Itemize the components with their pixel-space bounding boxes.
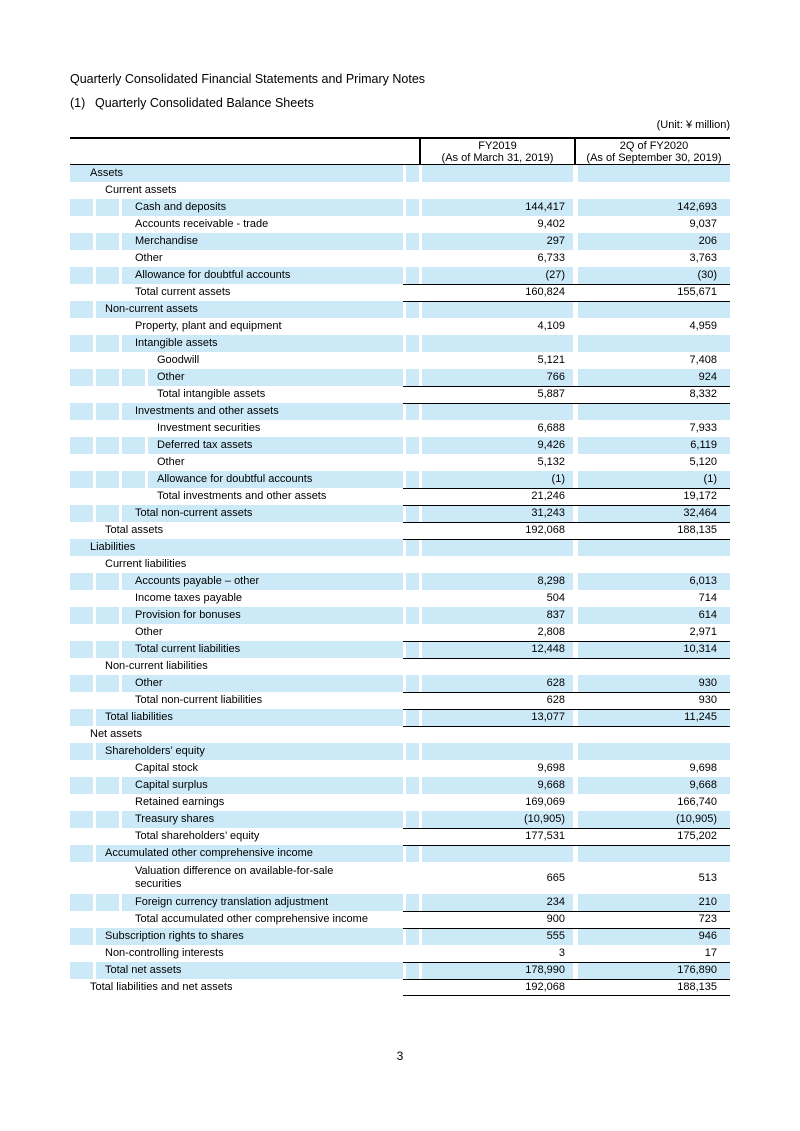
table-row xyxy=(70,709,730,726)
row-value-fy2019: (27) xyxy=(545,269,565,281)
table-row xyxy=(70,233,730,250)
table-row xyxy=(70,945,730,962)
column-header-fy2019 xyxy=(422,140,573,164)
row-label: Total liabilities and net assets xyxy=(90,981,233,993)
row-value-2q-fy2020: 10,314 xyxy=(683,643,717,655)
row-value-2q-fy2020: 7,933 xyxy=(689,422,717,434)
cell-gap xyxy=(419,403,422,420)
row-label: Intangible assets xyxy=(135,337,218,349)
row-label: Total shareholders’ equity xyxy=(135,830,260,842)
row-value-2q-fy2020: 9,668 xyxy=(689,779,717,791)
row-value-2q-fy2020: 6,119 xyxy=(690,439,717,451)
row-value-fy2019: 5,121 xyxy=(537,354,565,366)
section-heading xyxy=(70,96,314,110)
cell-gap xyxy=(119,811,122,828)
total-rule-line xyxy=(403,539,730,541)
row-value-2q-fy2020: 4,959 xyxy=(689,320,717,332)
row-label: Capital stock xyxy=(135,762,198,774)
row-value-fy2019: 9,426 xyxy=(537,439,565,451)
row-value-fy2019: 31,243 xyxy=(531,507,565,519)
table-row xyxy=(70,726,730,743)
cell-gap xyxy=(573,335,578,352)
cell-gap xyxy=(93,437,96,454)
cell-gap xyxy=(403,962,406,979)
cell-gap xyxy=(119,471,122,488)
document-title: Quarterly Consolidated Financial Statements and Primary Notes xyxy=(70,72,426,86)
cell-gap xyxy=(403,894,406,911)
row-value-fy2019: 297 xyxy=(546,235,565,247)
table-row xyxy=(70,488,730,505)
row-value-fy2019: 837 xyxy=(546,609,565,621)
cell-gap xyxy=(93,301,96,318)
cell-gap xyxy=(93,471,96,488)
table-row xyxy=(70,437,730,454)
cell-gap xyxy=(119,369,122,386)
table-row xyxy=(70,454,730,471)
row-label: Other xyxy=(135,677,163,689)
row-value-fy2019: 555 xyxy=(546,930,565,942)
cell-gap xyxy=(403,267,406,284)
cell-gap xyxy=(93,267,96,284)
row-value-2q-fy2020: 142,693 xyxy=(677,201,717,213)
cell-gap xyxy=(145,437,148,454)
row-label: Liabilities xyxy=(90,541,136,553)
total-rule-line xyxy=(403,845,730,847)
row-value-fy2019: 6,733 xyxy=(537,252,565,264)
row-value-2q-fy2020: 176,890 xyxy=(677,964,717,976)
table-row xyxy=(70,539,730,556)
cell-gap xyxy=(93,777,96,794)
header-divider-line xyxy=(419,139,421,164)
row-value-fy2019: 9,668 xyxy=(537,779,565,791)
row-value-2q-fy2020: 930 xyxy=(698,694,717,706)
cell-gap xyxy=(119,267,122,284)
table-row xyxy=(70,962,730,979)
row-label: Treasury shares xyxy=(135,813,215,825)
row-value-fy2019: 8,298 xyxy=(537,575,565,587)
table-row xyxy=(70,692,730,709)
row-label: Deferred tax assets xyxy=(157,439,253,451)
row-label: Income taxes payable xyxy=(135,592,243,604)
row-label: Cash and deposits xyxy=(135,201,227,213)
row-value-fy2019: 192,068 xyxy=(525,524,565,536)
cell-gap xyxy=(93,743,96,760)
cell-gap xyxy=(403,777,406,794)
cell-gap xyxy=(419,845,422,862)
cell-gap xyxy=(93,709,96,726)
row-value-2q-fy2020: 930 xyxy=(698,677,717,689)
cell-gap xyxy=(403,573,406,590)
row-value-2q-fy2020: 924 xyxy=(698,371,717,383)
table-row xyxy=(70,505,730,522)
cell-gap xyxy=(93,928,96,945)
cell-gap xyxy=(93,962,96,979)
row-label: Property, plant and equipment xyxy=(135,320,282,332)
row-label: Allowance for doubtful accounts xyxy=(157,473,313,485)
cell-gap xyxy=(573,301,578,318)
table-row xyxy=(70,862,730,894)
cell-gap xyxy=(403,743,406,760)
cell-gap xyxy=(119,607,122,624)
row-label: Accounts payable – other xyxy=(135,575,260,587)
row-value-2q-fy2020: 6,013 xyxy=(689,575,717,587)
cell-gap xyxy=(403,233,406,250)
row-value-2q-fy2020: 206 xyxy=(698,235,717,247)
cell-gap xyxy=(93,894,96,911)
table-row xyxy=(70,284,730,301)
row-label: Other xyxy=(135,626,163,638)
row-label: Accounts receivable - trade xyxy=(135,218,269,230)
row-label: Current liabilities xyxy=(105,558,187,570)
row-value-fy2019: 9,698 xyxy=(537,762,565,774)
cell-gap xyxy=(403,403,406,420)
table-row xyxy=(70,658,730,675)
cell-gap xyxy=(93,233,96,250)
row-value-2q-fy2020: 723 xyxy=(698,913,717,925)
row-label: Current assets xyxy=(105,184,177,196)
row-label: Total non-current assets xyxy=(135,507,253,519)
table-row xyxy=(70,386,730,403)
row-label: Non-current assets xyxy=(105,303,198,315)
cell-gap xyxy=(573,539,578,556)
row-value-2q-fy2020: 946 xyxy=(698,930,717,942)
row-value-2q-fy2020: (1) xyxy=(703,473,717,485)
row-label: Non-controlling interests xyxy=(105,947,224,959)
row-value-fy2019: 504 xyxy=(546,592,565,604)
table-row xyxy=(70,267,730,284)
row-value-2q-fy2020: 175,202 xyxy=(677,830,717,842)
table-row xyxy=(70,675,730,692)
table-row xyxy=(70,590,730,607)
cell-gap xyxy=(93,335,96,352)
row-value-2q-fy2020: (10,905) xyxy=(676,813,717,825)
table-row xyxy=(70,522,730,539)
cell-gap xyxy=(93,641,96,658)
row-label: Total investments and other assets xyxy=(157,490,327,502)
table-row xyxy=(70,301,730,318)
row-value-fy2019: (1) xyxy=(551,473,565,485)
row-value-2q-fy2020: 513 xyxy=(698,872,717,884)
row-value-2q-fy2020: 714 xyxy=(698,592,717,604)
row-label: Total net assets xyxy=(105,964,182,976)
cell-gap xyxy=(93,505,96,522)
row-value-2q-fy2020: 17 xyxy=(704,947,717,959)
cell-gap xyxy=(403,675,406,692)
cell-gap xyxy=(145,369,148,386)
row-value-fy2019: 9,402 xyxy=(537,218,565,230)
total-rule-line xyxy=(403,403,730,405)
table-row xyxy=(70,777,730,794)
cell-gap xyxy=(403,369,406,386)
column-header-fy2019-period: FY2019 xyxy=(478,140,517,152)
table-row xyxy=(70,250,730,267)
row-value-fy2019: 21,246 xyxy=(531,490,565,502)
row-value-2q-fy2020: 5,120 xyxy=(689,456,717,468)
row-value-fy2019: 4,109 xyxy=(537,320,565,332)
table-row xyxy=(70,760,730,777)
row-value-fy2019: 144,417 xyxy=(525,201,565,213)
cell-gap xyxy=(403,607,406,624)
table-row xyxy=(70,979,730,996)
cell-gap xyxy=(93,811,96,828)
table-row xyxy=(70,624,730,641)
table-row xyxy=(70,352,730,369)
cell-gap xyxy=(93,403,96,420)
cell-gap xyxy=(573,403,578,420)
row-value-fy2019: 628 xyxy=(546,677,565,689)
table-row xyxy=(70,420,730,437)
row-value-2q-fy2020: 9,698 xyxy=(689,762,717,774)
total-rule-line xyxy=(403,726,730,728)
table-row xyxy=(70,182,730,199)
cell-gap xyxy=(419,539,422,556)
row-value-2q-fy2020: 32,464 xyxy=(683,507,717,519)
row-label: Goodwill xyxy=(157,354,200,366)
row-value-fy2019: 234 xyxy=(546,896,565,908)
row-value-fy2019: 766 xyxy=(546,371,565,383)
cell-gap xyxy=(403,928,406,945)
table-row xyxy=(70,794,730,811)
row-value-2q-fy2020: 188,135 xyxy=(677,524,717,536)
row-label: Other xyxy=(157,371,185,383)
cell-gap xyxy=(403,199,406,216)
table-row xyxy=(70,928,730,945)
cell-gap xyxy=(419,335,422,352)
table-row xyxy=(70,335,730,352)
row-label: Valuation difference on available-for-sale securities xyxy=(135,864,334,890)
cell-gap xyxy=(93,199,96,216)
column-header-fy2019-date: (As of March 31, 2019) xyxy=(441,152,554,164)
cell-gap xyxy=(403,437,406,454)
table-header xyxy=(70,137,730,165)
section-index: (1) xyxy=(70,96,86,110)
table-row xyxy=(70,369,730,386)
cell-gap xyxy=(93,675,96,692)
row-label: Investment securities xyxy=(157,422,261,434)
row-value-fy2019: 177,531 xyxy=(525,830,565,842)
cell-gap xyxy=(93,369,96,386)
table-row xyxy=(70,607,730,624)
cell-gap xyxy=(93,573,96,590)
table-row xyxy=(70,811,730,828)
cell-gap xyxy=(403,335,406,352)
row-value-fy2019: (10,905) xyxy=(524,813,565,825)
row-label: Foreign currency translation adjustment xyxy=(135,896,329,908)
row-label: Other xyxy=(135,252,163,264)
row-label: Allowance for doubtful accounts xyxy=(135,269,291,281)
row-value-2q-fy2020: 11,245 xyxy=(684,711,717,723)
row-value-2q-fy2020: 19,172 xyxy=(683,490,717,502)
unit-note: (Unit: ¥ million) xyxy=(656,119,730,131)
row-value-fy2019: 3 xyxy=(558,947,565,959)
row-label: Shareholders’ equity xyxy=(105,745,205,757)
row-value-2q-fy2020: 8,332 xyxy=(689,388,717,400)
cell-gap xyxy=(573,165,578,182)
cell-gap xyxy=(119,403,122,420)
row-value-fy2019: 12,448 xyxy=(531,643,565,655)
row-value-fy2019: 169,069 xyxy=(525,796,565,808)
column-header-2q-fy2020-date: (As of September 30, 2019) xyxy=(586,152,722,164)
cell-gap xyxy=(93,607,96,624)
row-value-2q-fy2020: 210 xyxy=(698,896,717,908)
cell-gap xyxy=(119,437,122,454)
row-value-2q-fy2020: 9,037 xyxy=(689,218,717,230)
column-header-2q-fy2020 xyxy=(578,140,730,164)
row-label: Non-current liabilities xyxy=(105,660,208,672)
cell-gap xyxy=(573,743,578,760)
section-title: Quarterly Consolidated Balance Sheets xyxy=(95,96,314,110)
row-label: Capital surplus xyxy=(135,779,208,791)
cell-gap xyxy=(119,335,122,352)
table-row xyxy=(70,318,730,335)
row-value-2q-fy2020: 2,971 xyxy=(689,626,717,638)
column-header-2q-fy2020-period: 2Q of FY2020 xyxy=(619,140,689,152)
row-value-2q-fy2020: 188,135 xyxy=(677,981,717,993)
cell-gap xyxy=(119,199,122,216)
cell-gap xyxy=(403,845,406,862)
page-number: 3 xyxy=(396,1049,404,1063)
table-row xyxy=(70,165,730,182)
cell-gap xyxy=(119,641,122,658)
table-row xyxy=(70,556,730,573)
cell-gap xyxy=(403,471,406,488)
cell-gap xyxy=(93,845,96,862)
total-rule-line xyxy=(403,301,730,303)
cell-gap xyxy=(403,811,406,828)
cell-gap xyxy=(573,845,578,862)
total-rule-line xyxy=(403,658,730,660)
balance-sheet-body xyxy=(70,165,730,996)
row-label: Merchandise xyxy=(135,235,198,247)
cell-gap xyxy=(403,165,406,182)
row-value-fy2019: 5,887 xyxy=(537,388,565,400)
cell-gap xyxy=(403,539,406,556)
cell-gap xyxy=(119,675,122,692)
row-value-2q-fy2020: 614 xyxy=(698,609,717,621)
row-label: Accumulated other comprehensive income xyxy=(105,847,313,859)
row-value-fy2019: 192,068 xyxy=(525,981,565,993)
table-row xyxy=(70,845,730,862)
table-row xyxy=(70,894,730,911)
row-value-fy2019: 2,808 xyxy=(537,626,565,638)
header-divider-line xyxy=(574,139,576,164)
table-row xyxy=(70,743,730,760)
cell-gap xyxy=(403,641,406,658)
cell-gap xyxy=(119,573,122,590)
cell-gap xyxy=(403,709,406,726)
row-value-2q-fy2020: 155,671 xyxy=(677,286,717,298)
row-value-2q-fy2020: (30) xyxy=(697,269,717,281)
cell-gap xyxy=(419,165,422,182)
cell-gap xyxy=(145,471,148,488)
row-label: Total current assets xyxy=(135,286,231,298)
row-label: Total non-current liabilities xyxy=(135,694,263,706)
row-value-2q-fy2020: 166,740 xyxy=(677,796,717,808)
balance-sheet-table xyxy=(70,137,730,996)
row-value-fy2019: 13,077 xyxy=(531,711,565,723)
cell-gap xyxy=(403,505,406,522)
row-value-fy2019: 5,132 xyxy=(537,456,565,468)
table-row xyxy=(70,828,730,845)
cell-gap xyxy=(119,505,122,522)
row-label: Subscription rights to shares xyxy=(105,930,244,942)
table-row xyxy=(70,573,730,590)
row-label: Provision for bonuses xyxy=(135,609,241,621)
row-value-fy2019: 628 xyxy=(546,694,565,706)
row-value-fy2019: 160,824 xyxy=(525,286,565,298)
row-label: Net assets xyxy=(90,728,142,740)
table-row xyxy=(70,216,730,233)
row-value-2q-fy2020: 3,763 xyxy=(689,252,717,264)
row-label: Total assets xyxy=(105,524,164,536)
cell-gap xyxy=(119,233,122,250)
cell-gap xyxy=(119,777,122,794)
row-label: Total intangible assets xyxy=(157,388,266,400)
row-value-fy2019: 178,990 xyxy=(525,964,565,976)
row-value-2q-fy2020: 7,408 xyxy=(689,354,717,366)
row-value-fy2019: 900 xyxy=(546,913,565,925)
table-row xyxy=(70,641,730,658)
row-label: Total current liabilities xyxy=(135,643,241,655)
cell-gap xyxy=(403,301,406,318)
row-value-fy2019: 6,688 xyxy=(537,422,565,434)
cell-gap xyxy=(419,301,422,318)
cell-gap xyxy=(419,743,422,760)
table-row xyxy=(70,199,730,216)
cell-gap xyxy=(119,894,122,911)
row-label: Retained earnings xyxy=(135,796,225,808)
row-label: Total accumulated other comprehensive income xyxy=(135,913,368,925)
row-label: Assets xyxy=(90,167,124,179)
table-row xyxy=(70,471,730,488)
table-row xyxy=(70,911,730,928)
table-row xyxy=(70,403,730,420)
row-label: Investments and other assets xyxy=(135,405,279,417)
row-label: Total liabilities xyxy=(105,711,173,723)
row-label: Other xyxy=(157,456,185,468)
row-value-fy2019: 665 xyxy=(546,872,565,884)
